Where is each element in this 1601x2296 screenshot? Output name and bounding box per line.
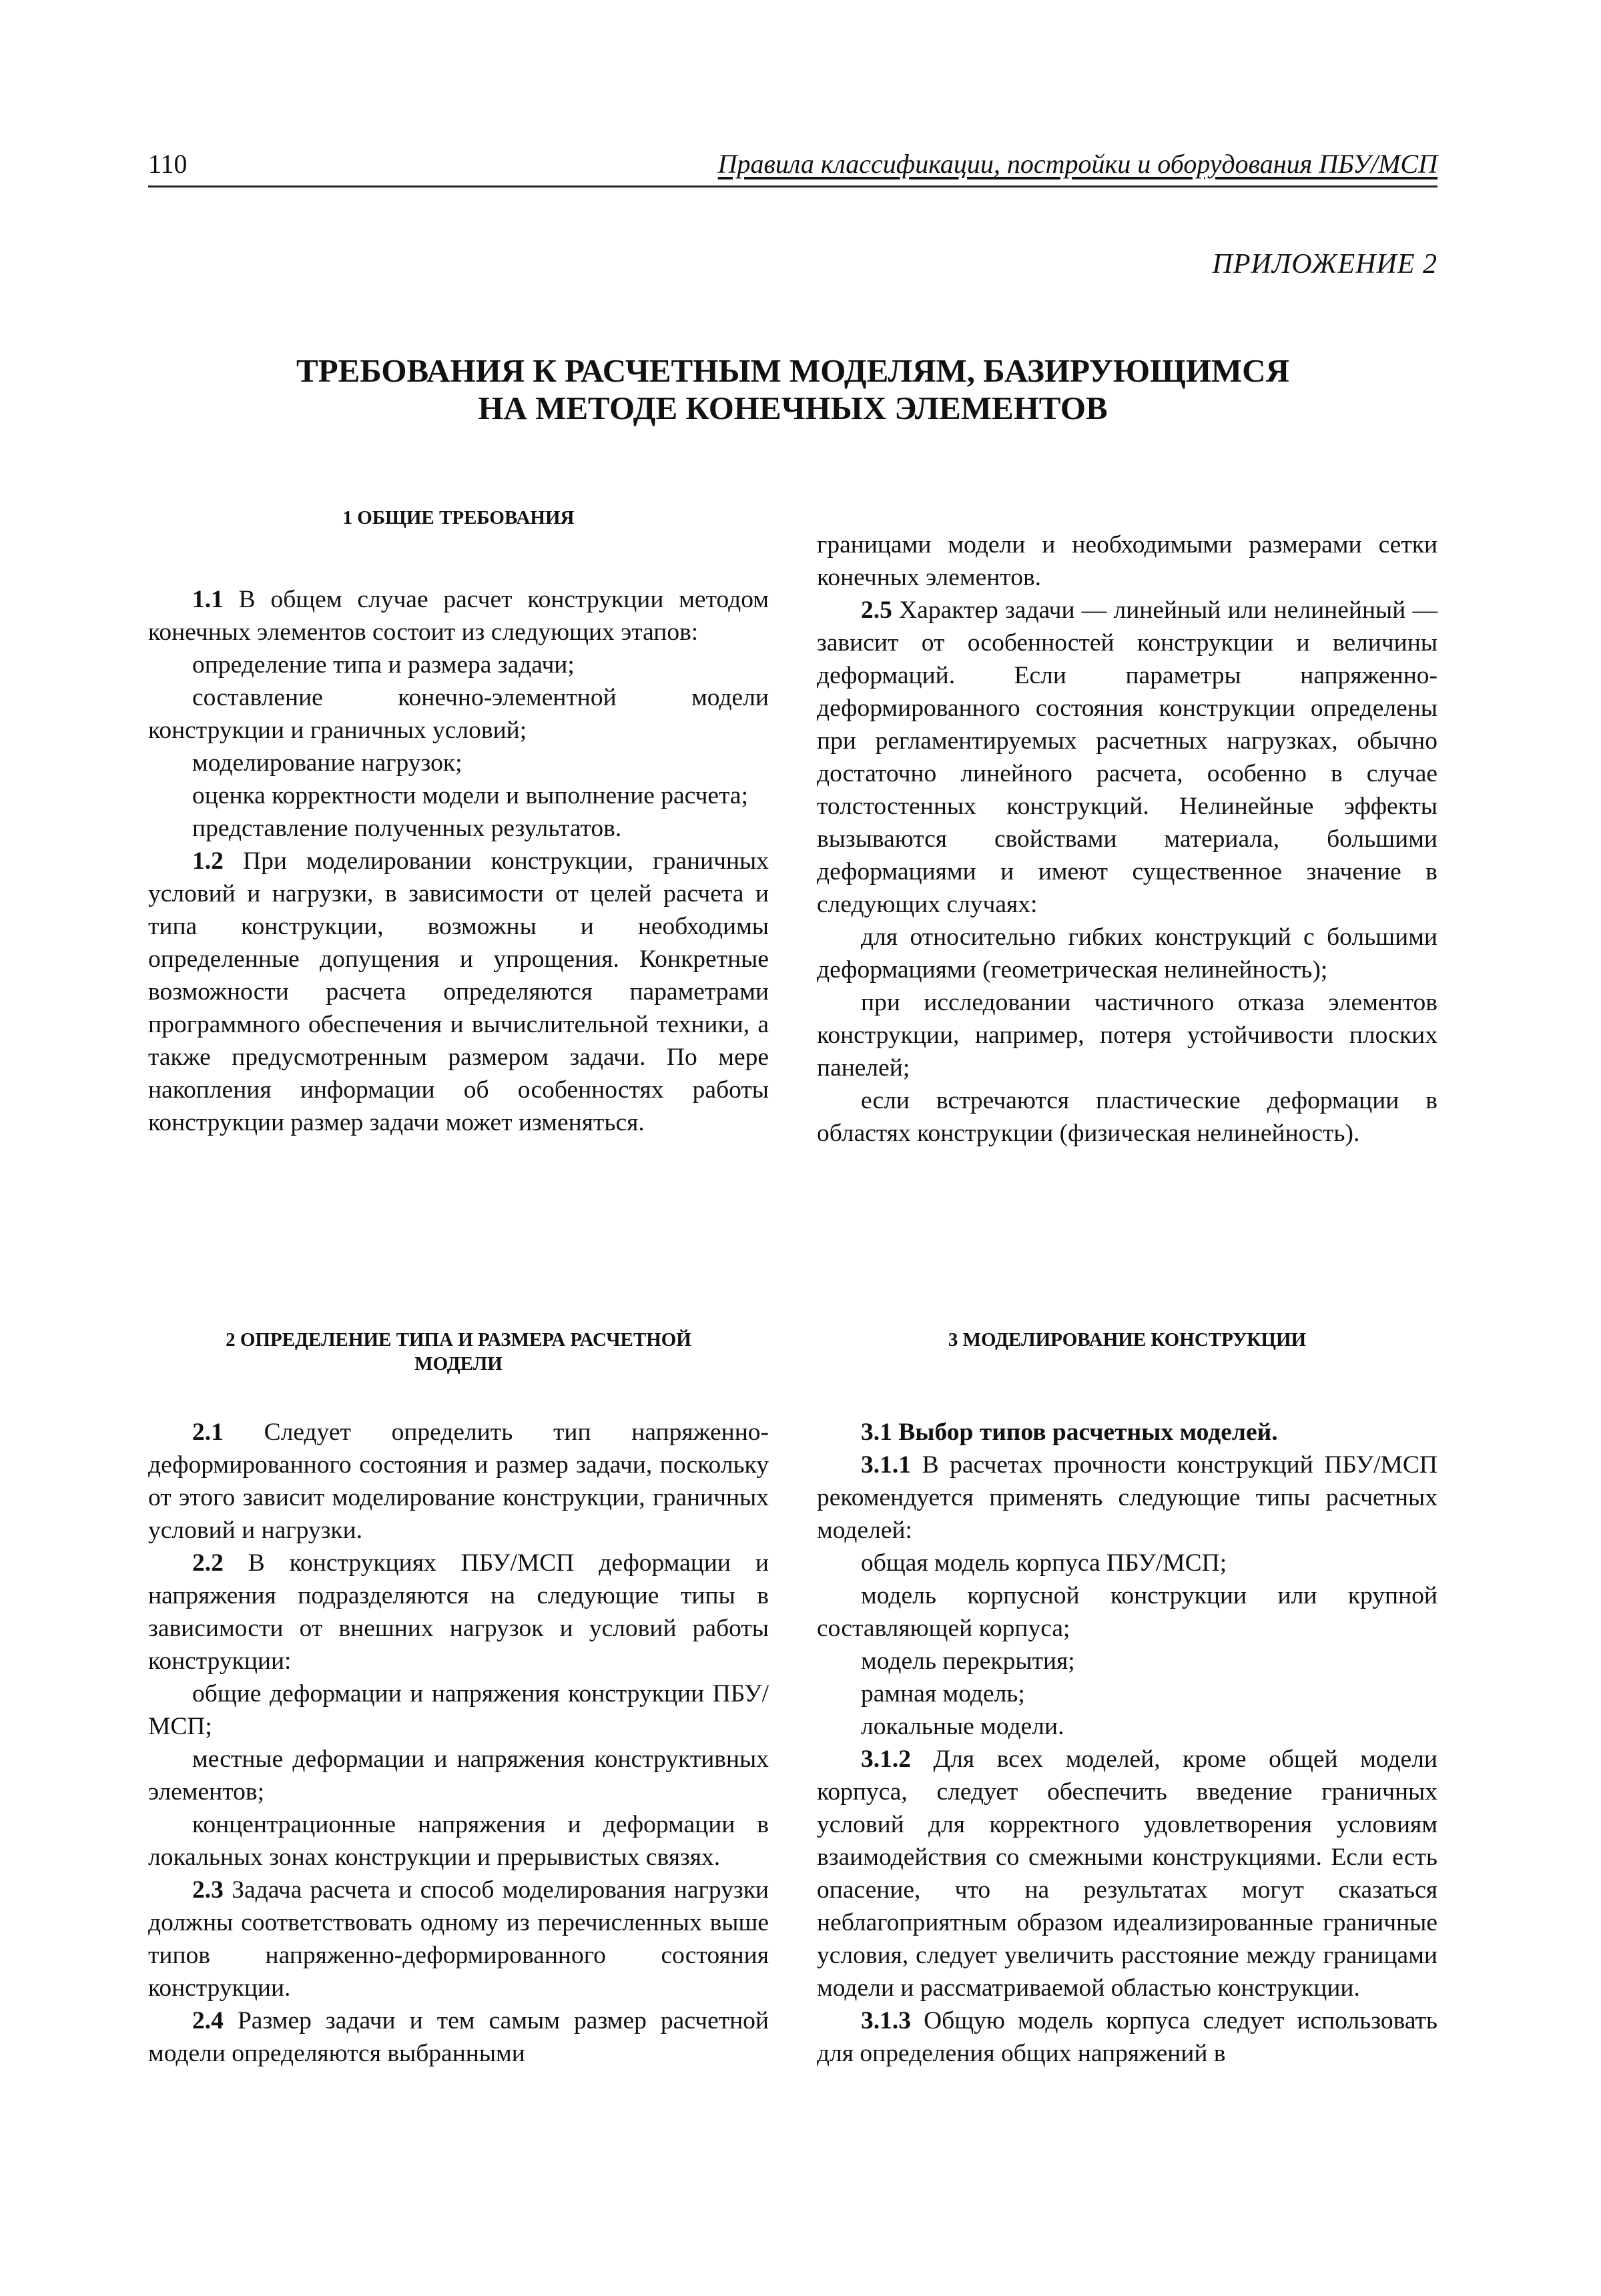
appendix-label: ПРИЛОЖЕНИЕ 2 — [1212, 249, 1437, 280]
para-number: 2.5 — [861, 597, 892, 624]
section-2-body — [148, 1416, 769, 2070]
list-item: локальные модели. — [861, 1713, 1064, 1740]
list-item: при исследовании частичного отказа элементов конструкции, например, потеря устойчивости плоских панелей; — [817, 989, 1437, 1082]
paragraph-continuation: границами модели и необходимыми размерами сетки конечных элементов. — [817, 531, 1437, 591]
section-1-right — [817, 528, 1437, 1150]
list-item: модель корпусной конструкции или крупной составляющей корпуса; — [817, 1582, 1437, 1642]
list-item: концентрационные напряжения и деформации в локальных зонах конструкции и прерывистых связях. — [148, 1811, 769, 1871]
running-title: Правила классификации, постройки и оборудования ПБУ/МСП — [717, 149, 1437, 179]
list-item: рамная модель; — [861, 1680, 1025, 1707]
document-title — [148, 352, 1437, 427]
para-number: 3.1.2 — [861, 1746, 911, 1773]
para-number: 1.1 — [192, 586, 224, 613]
section-3 — [817, 1328, 1437, 2070]
list-item: местные деформации и напряжения конструктивных элементов; — [148, 1746, 769, 1806]
section-2-heading: 2 ОПРЕДЕЛЕНИЕ ТИПА И РАЗМЕРА РАСЧЕТНОЙ МОДЕЛИ — [226, 1329, 691, 1375]
paragraph-2-4: 2.4 Размер задачи и тем самым размер расчетной модели определяются выбранными — [148, 2007, 769, 2067]
section-1-body — [148, 583, 769, 1139]
section-2 — [148, 1328, 769, 2070]
paragraph-3-1-3: 3.1.3 Общую модель корпуса следует использовать для определения общих напряжений в — [817, 2007, 1437, 2067]
para-number: 3.1.1 — [861, 1451, 911, 1479]
paragraph-1-2: 1.2 При моделировании конструкции, граничных условий и нагрузки, в зависимости от целей расчета и типа конструкции, возможны и необходимы определенные допущения и упрощения. Конкретные возможности расчета определяются параметрами программного обеспечения и вычислительной техники, а также предусмотренным размером задачи. По мере накопления информации об особенностях работы конструкции размер задачи может изменяться. — [148, 847, 769, 1136]
paragraph-2-3: 2.3 Задача расчета и способ моделирования нагрузки должны соответствовать одному из перечисленных выше типов напряженно-деформированного состояния конструкции. — [148, 1876, 769, 2002]
list-item: определение типа и размера задачи; — [192, 651, 575, 679]
section-1-left — [148, 506, 769, 1139]
list-item: если встречаются пластические деформации в областях конструкции (физическая нелинейность). — [817, 1087, 1437, 1147]
section-3-heading: 3 МОДЕЛИРОВАНИЕ КОНСТРУКЦИИ — [948, 1329, 1307, 1351]
paragraph-3-1-1: 3.1.1 В расчетах прочности конструкций ПБУ/МСП рекомендуется применять следующие типы расчетных моделей: — [817, 1451, 1437, 1544]
list-item: модель перекрытия; — [861, 1647, 1075, 1675]
para-number: 3.1.3 — [861, 2007, 911, 2034]
para-number: 2.1 — [192, 1419, 224, 1446]
title-line-1: ТРЕБОВАНИЯ К РАСЧЕТНЫМ МОДЕЛЯМ, БАЗИРУЮЩИМСЯ — [296, 352, 1289, 389]
paragraph-3-1-2: 3.1.2 Для всех моделей, кроме общей модели корпуса, следует обеспечить введение граничных условий для корректного удовлетворения условиям взаимодействия со смежными конструкциями. Если есть опасение, что на результатах могут сказаться неблагоприятным образом идеализированные граничные условия, следует увеличить расстояние между границами модели и рассматриваемой областью конструкции. — [817, 1746, 1437, 2002]
para-number: 1.2 — [192, 847, 224, 875]
paragraph-1-1: 1.1 В общем случае расчет конструкции методом конечных элементов состоит из следующих этапов: — [148, 586, 769, 646]
page-number: 110 — [148, 149, 188, 179]
list-item: моделирование нагрузок; — [192, 749, 462, 777]
section-1-heading: 1 ОБЩИЕ ТРЕБОВАНИЯ — [342, 507, 575, 528]
list-item: оценка корректности модели и выполнение расчета; — [192, 782, 748, 809]
running-header — [148, 145, 1437, 187]
para-number: 2.3 — [192, 1876, 224, 1904]
subsection-3-1: 3.1 Выбор типов расчетных моделей. — [861, 1419, 1278, 1446]
paragraph-2-2: 2.2 В конструкциях ПБУ/МСП деформации и напряжения подразделяются на следующие типы в зависимости от внешних нагрузок и условий работы конструкции: — [148, 1549, 769, 1675]
paragraph-2-1: 2.1 Следует определить тип напряженно-деформированного состояния и размер задачи, поскольку от этого зависит моделирование конструкции, граничных условий и нагрузки. — [148, 1419, 769, 1544]
paragraph-2-5: 2.5 Характер задачи — линейный или нелинейный — зависит от особенностей конструкции и величины деформаций. Если параметры напряженно-деформированного состояния конструкции определены при регламентируемых расчетных нагрузках, обычно достаточно линейного расчета, особенно в случае толстостенных конструкций. Нелинейные эффекты вызываются свойствами материала, большими деформациями и имеют существенное значение в следующих случаях: — [817, 597, 1437, 918]
list-item: представление полученных результатов. — [192, 815, 622, 842]
list-item: общие деформации и напряжения конструкции ПБУ/МСП; — [148, 1680, 769, 1740]
para-number: 2.4 — [192, 2007, 224, 2034]
list-item: составление конечно-элементной модели конструкции и граничных условий; — [148, 684, 769, 744]
title-line-2: НА МЕТОДЕ КОНЕЧНЫХ ЭЛЕМЕНТОВ — [478, 390, 1108, 426]
list-item: общая модель корпуса ПБУ/МСП; — [861, 1549, 1227, 1577]
para-number: 2.2 — [192, 1549, 224, 1577]
list-item: для относительно гибких конструкций с большими деформациями (геометрическая нелинейность); — [817, 923, 1437, 984]
section-3-body — [817, 1416, 1437, 2070]
section-1-right-body — [817, 528, 1437, 1150]
